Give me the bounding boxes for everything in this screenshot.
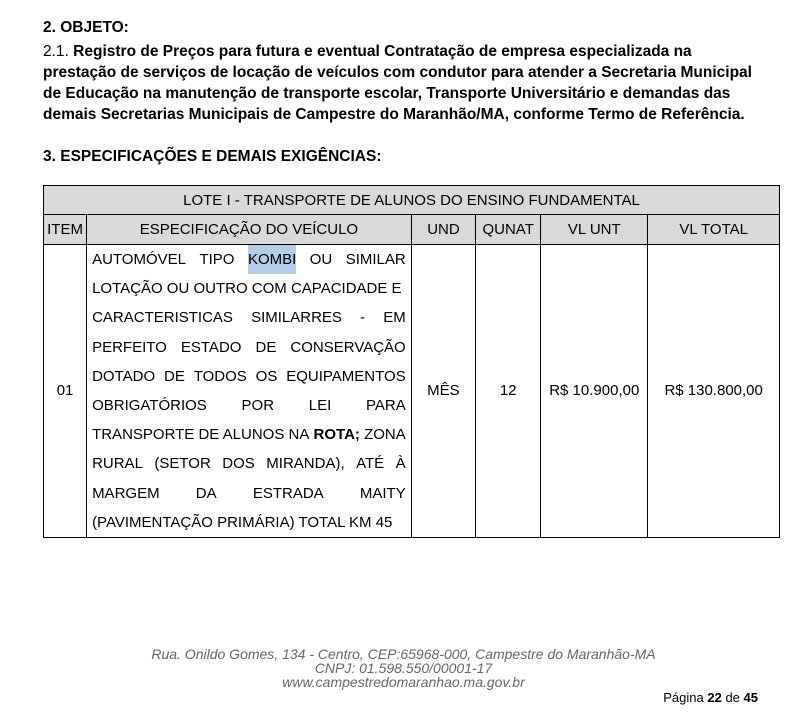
spec-word: DOTADO: [92, 367, 156, 385]
page-number: [663, 690, 758, 705]
spec-line: [92, 245, 406, 274]
spec-word: PERFEITO: [92, 338, 167, 356]
lote-title: LOTE I - TRANSPORTE DE ALUNOS DO ENSINO FUNDAMENTAL: [44, 186, 780, 215]
spec-word: CARACTERISTICAS: [92, 309, 233, 327]
page-total: 45: [743, 690, 758, 705]
spec-line: [92, 508, 406, 537]
section-2-paragraph: [43, 41, 763, 125]
spec-word: MARGEM: [92, 484, 160, 502]
spec-word: PARA: [365, 396, 406, 414]
spec-table: [43, 185, 780, 538]
spec-word: À: [395, 455, 406, 473]
spec-word: EM: [383, 309, 406, 327]
spec-word: SIMILAR: [345, 251, 406, 268]
col-header-vl-unt: VL UNT: [541, 215, 648, 245]
spec-line: [92, 303, 406, 332]
clause-number: 2.1.: [43, 43, 69, 60]
spec-word: RURAL: [92, 455, 143, 473]
spec-word: ESTRADA: [252, 484, 324, 502]
spec-line: [92, 420, 406, 449]
spec-word: DE: [255, 338, 277, 356]
col-header-item: ITEM: [44, 215, 87, 245]
spec-line: [92, 274, 406, 303]
vl-unt-cell: R$ 10.900,00: [541, 245, 648, 538]
spec-word: DA: [195, 484, 217, 502]
footer-website: www.campestredomaranhao.ma.gov.br: [282, 674, 525, 690]
bold-word: ROTA;: [313, 426, 360, 444]
footer-address: Rua. Onildo Gomes, 134 - Centro, CEP:65968-000, Campestre do Maranhão-MA: [151, 646, 656, 662]
spec-word: EQUIPAMENTOS: [286, 367, 406, 385]
spec-word: LOTAÇÃO OU OUTRO COM CAPACIDADE E: [92, 280, 402, 298]
col-header-qty: QUNAT: [476, 215, 541, 245]
spec-word: TODOS: [193, 367, 247, 385]
page-current: 22: [707, 690, 722, 705]
page-of: de: [725, 690, 740, 705]
spec-line: [92, 333, 406, 362]
col-header-und: UND: [411, 215, 475, 245]
spec-word: ESTADO: [180, 338, 242, 356]
spec-word: ATÉ: [356, 455, 385, 473]
spec-word: DOS: [222, 455, 255, 473]
spec-word: POR: [241, 396, 275, 414]
section-2-title: 2. OBJETO:: [43, 19, 129, 36]
spec-word: OS: [255, 367, 278, 385]
spec-word: OU: [309, 251, 333, 268]
spec-word: SIMILARRES: [251, 309, 342, 327]
vl-total-cell: R$ 130.800,00: [648, 245, 780, 538]
spec-word: MIRANDA),: [266, 455, 345, 473]
spec-word: MAITY: [359, 484, 406, 502]
spec-word: -: [360, 309, 366, 327]
spec-line: [92, 391, 406, 420]
col-header-spec: ESPECIFICAÇÃO DO VEÍCULO: [87, 215, 412, 245]
spec-line: [92, 479, 406, 508]
spec-word: ZONA: [364, 426, 406, 444]
spec-line: [92, 362, 406, 391]
spec-word: TRANSPORTE DE ALUNOS NA: [92, 426, 310, 444]
spec-line: [92, 449, 406, 478]
section-3-title: 3. ESPECIFICAÇÕES E DEMAIS EXIGÊNCIAS:: [43, 148, 382, 165]
table-row: [44, 245, 780, 538]
highlighted-word: KOMBI: [248, 245, 296, 274]
spec-word: LEI: [308, 396, 332, 414]
clause-text: Registro de Preços para futura e eventual Contratação de empresa especializada na prestação de serviços de locação de veículos com condutor para atender a Secretaria Municipal de Educação na manutenção de transporte escolar, Transporte Universitário e demandas das demais Secretarias Municipais de Campestre do Maranhão/MA, conforme Termo de Referência.: [43, 43, 752, 123]
qty-cell: 12: [476, 245, 541, 538]
spec-word: TIPO: [199, 251, 235, 268]
spec-cell: [87, 245, 412, 538]
spec-word: (PAVIMENTAÇÃO PRIMÁRIA) TOTAL KM 45: [92, 513, 393, 531]
spec-word: (SETOR: [154, 455, 211, 473]
item-cell: 01: [44, 245, 87, 538]
page-label: Página: [663, 690, 704, 705]
und-cell: MÊS: [411, 245, 475, 538]
spec-word: OBRIGATÓRIOS: [92, 396, 207, 414]
spec-word: AUTOMÓVEL: [92, 251, 186, 268]
footer-cnpj: CNPJ: 01.598.550/00001-17: [314, 660, 493, 676]
spec-word: CONSERVAÇÃO: [290, 338, 406, 356]
spec-word: DE: [164, 367, 185, 385]
col-header-vl-total: VL TOTAL: [648, 215, 780, 245]
